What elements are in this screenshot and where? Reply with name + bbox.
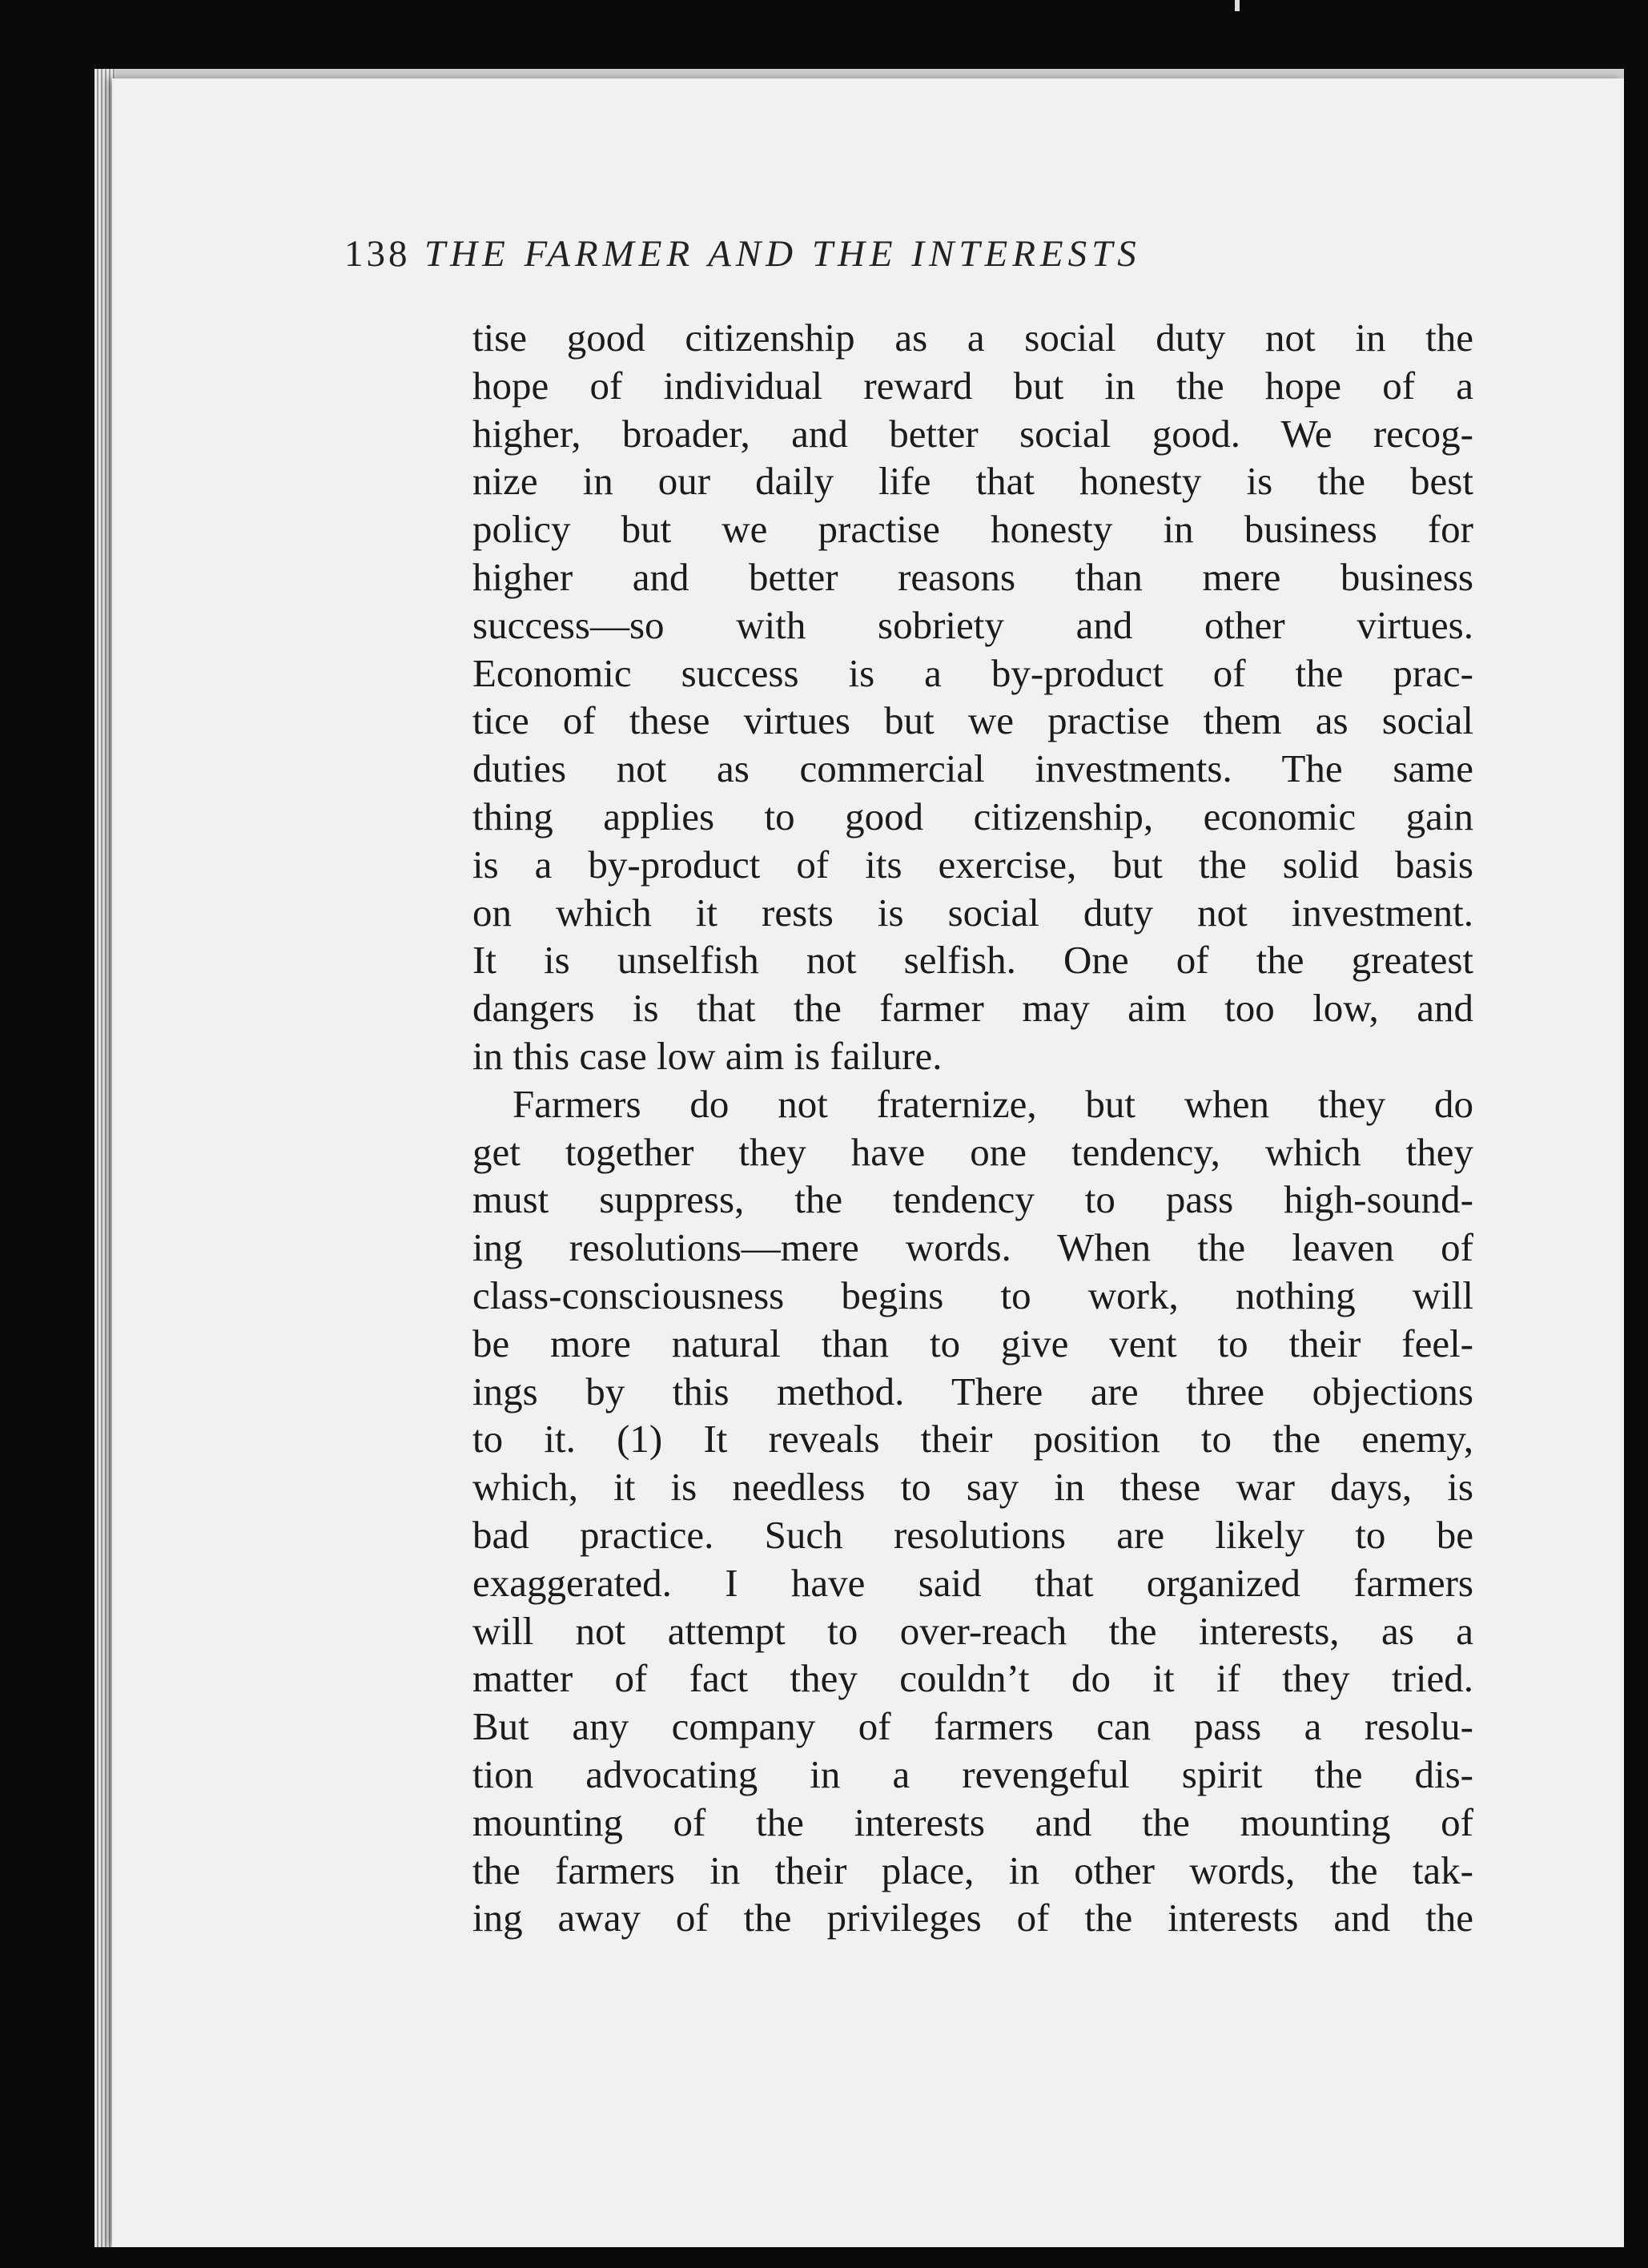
text-line: the farmers in their place, in other words, the tak- (472, 1848, 1473, 1892)
text-line: on which it rests is social duty not investment. (472, 890, 1473, 935)
text-line: ing away of the privileges of the interests and the (472, 1896, 1473, 1940)
text-line: success—so with sobriety and other virtues. (472, 602, 1473, 647)
text-line: duties not as commercial investments. The same (472, 746, 1473, 791)
text-line: higher, broader, and better social good. We recog- (472, 411, 1473, 456)
text-line: dangers is that the farmer may aim too low, and (472, 986, 1473, 1031)
text-line: Economic success is a by-product of the prac- (472, 650, 1473, 695)
text-line: nize in our daily life that honesty is the best (472, 459, 1473, 504)
page-header (344, 232, 1441, 280)
text-line: ings by this method. There are three objections (472, 1369, 1473, 1413)
running-title: THE FARMER AND THE INTERESTS (424, 233, 1141, 275)
text-line: exaggerated. I have said that organized farmers (472, 1560, 1473, 1605)
text-line: to it. (1) It reveals their position to the enemy, (472, 1417, 1473, 1462)
text-line: will not attempt to over-reach the interests, as a (472, 1608, 1473, 1653)
text-line: It is unselfish not selfish. One of the greatest (472, 938, 1473, 983)
page-number: 138 (344, 233, 411, 275)
text-line: which, it is needless to say in these war days, is (472, 1465, 1473, 1510)
paragraph (472, 1080, 1473, 1942)
text-line: higher and better reasons than mere business (472, 554, 1473, 599)
text-line: policy but we practise honesty in business for (472, 507, 1473, 552)
scan-artifact (1235, 0, 1240, 11)
text-line: in this case low aim is failure. (472, 1033, 943, 1078)
body-text (472, 314, 1473, 1942)
text-line: ing resolutions—mere words. When the leaven of (472, 1225, 1473, 1270)
text-line: is a by-product of its exercise, but the solid basis (472, 842, 1473, 887)
text-line: get together they have one tendency, which they (472, 1129, 1473, 1174)
text-line: be more natural than to give vent to their feel- (472, 1321, 1473, 1365)
text-line: Farmers do not fraternize, but when they do (512, 1081, 1473, 1126)
text-line: tice of these virtues but we practise them as social (472, 698, 1473, 743)
text-line: But any company of farmers can pass a resolu- (472, 1704, 1473, 1749)
text-line: bad practice. Such resolutions are likely to be (472, 1512, 1473, 1557)
text-line: mounting of the interests and the mounting of (472, 1800, 1473, 1844)
text-line: tise good citizenship as a social duty not in the (472, 316, 1473, 360)
text-line: hope of individual reward but in the hope of a (472, 363, 1473, 408)
text-line: must suppress, the tendency to pass high-sound- (472, 1177, 1473, 1222)
paragraph (472, 314, 1473, 1080)
text-line: matter of fact they couldn’t do it if they tried. (472, 1656, 1473, 1701)
text-line: tion advocating in a revengeful spirit the dis- (472, 1751, 1473, 1796)
text-line: class-consciousness begins to work, nothing will (472, 1273, 1473, 1317)
text-line: thing applies to good citizenship, economic gain (472, 794, 1473, 838)
